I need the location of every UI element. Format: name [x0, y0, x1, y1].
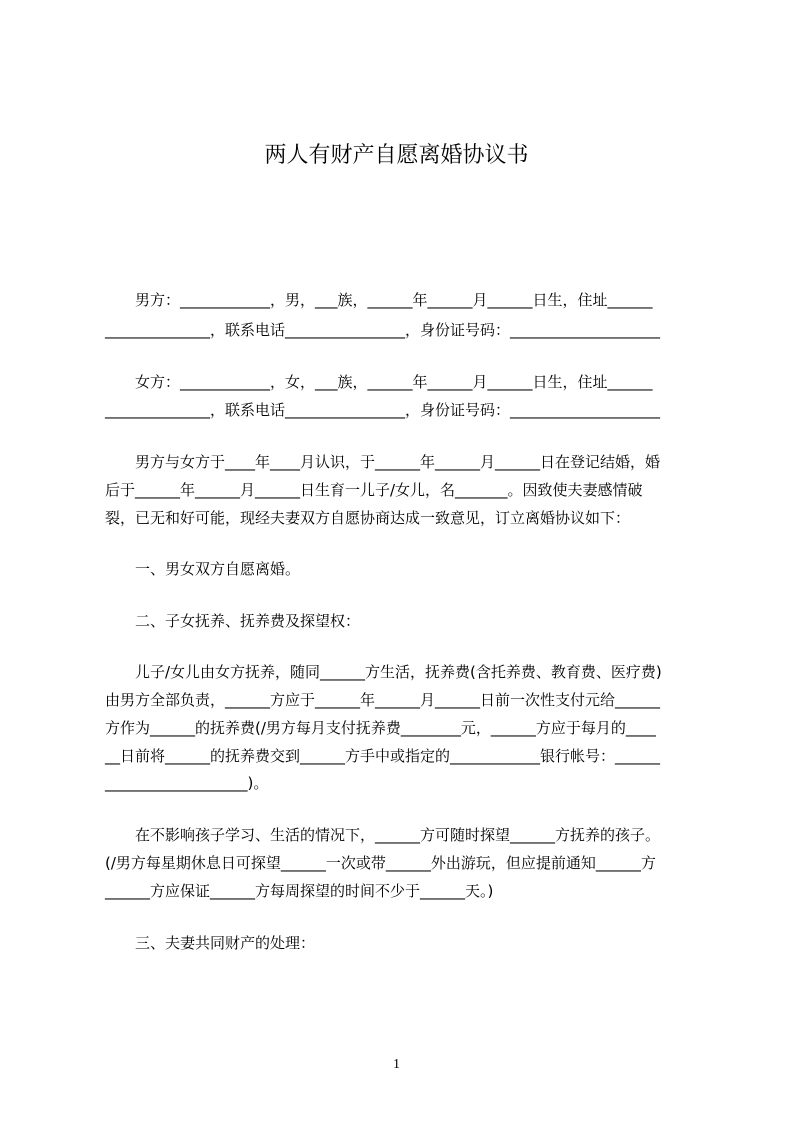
custody-line-5: ___________________)。 [105, 774, 269, 792]
female-party-line-1: 女方：____________，女，___族，______年______月______日生，住址______ [105, 373, 653, 391]
custody-line-4: __日前将______的抚养费交到______方手中或指定的____________银行帐号：______ [105, 747, 661, 765]
custody-line-3: 方作为______的抚养费(/男方每月支付抚养费________元，______方应于每月的____ [105, 719, 656, 737]
male-party-line-2: ______________，联系电话________________，身份证号码：____________________ [105, 321, 661, 339]
preamble-line-3: 裂，已无和好可能，现经夫妻双方自愿协商达成一致意见，订立离婚协议如下： [105, 509, 631, 527]
document-title: 两人有财产自愿离婚协议书 [264, 143, 529, 168]
page-number: 1 [393, 1057, 400, 1072]
visitation-line-1: 在不影响孩子学习、生活的情况下，______方可随时探望______方抚养的孩子。 [105, 826, 661, 844]
section-2-heading: 二、子女抚养、抚养费及探望权： [105, 612, 361, 630]
section-1-heading: 一、男女双方自愿离婚。 [105, 560, 301, 578]
male-party-line-1: 男方：____________，男，___族，______年______月______日生，住址______ [105, 291, 653, 309]
visitation-line-2: (/男方每星期休息日可探望______一次或带______外出游玩，但应提前通知______方 [105, 854, 656, 872]
preamble-line-1: 男方与女方于____年____月认识，于______年______月______日在登记结婚，婚 [105, 453, 661, 471]
custody-line-1: 儿子/女儿由女方抚养，随同______方生活，抚养费(含托养费、教育费、医疗费) [105, 663, 662, 681]
female-party-line-2: ______________，联系电话________________，身份证号码：____________________ [105, 401, 661, 419]
custody-line-2: 由男方全部负责，______方应于______年______月______日前一次性支付元给______ [105, 691, 661, 709]
preamble-line-2: 后于______年______月______日生育一儿子/女儿，名_______。因致使夫妻感情破 [105, 481, 643, 499]
section-3-heading: 三、夫妻共同财产的处理： [105, 934, 316, 952]
visitation-line-3: ______方应保证______方每周探望的时间不少于______天。) [105, 882, 494, 900]
